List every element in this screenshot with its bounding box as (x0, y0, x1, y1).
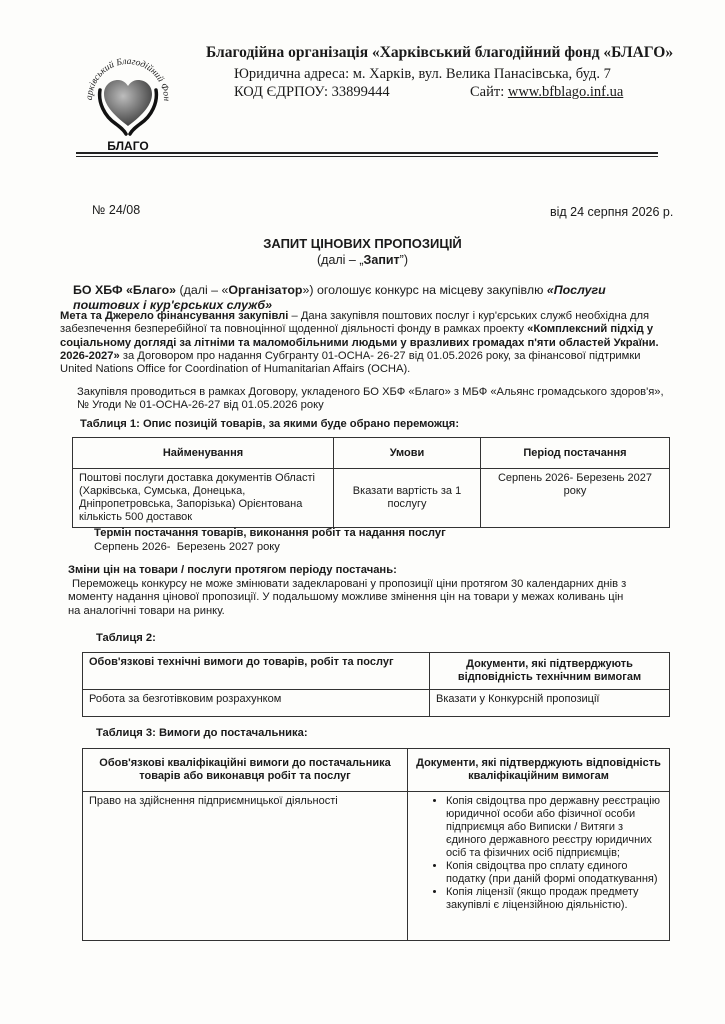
table2-caption: Таблиця 2: (96, 632, 156, 644)
site-label: Сайт: (470, 84, 505, 100)
contract-paragraph: Закупівля проводиться в рамках Договору, укладеного БО ХБФ «Благо» з МБФ «Альянс громадського здоров'я», № Угоди № 01-ОСНА-26-27 від 01.05.2026 року (77, 386, 664, 412)
table-cell: Право на здійснення підприємницької діяльності (83, 792, 408, 941)
list-item: • Копія свідоцтва про сплату єдиного податку (при даній формі оподаткування) (446, 860, 663, 886)
term-heading: Термін постачання товарів, виконання робіт та надання послуг (94, 527, 446, 539)
svg-text:Харківський Благодійний Фонд: арківський Благодійний Фон (84, 56, 172, 102)
org-code-line (234, 84, 624, 101)
table1-caption: Таблиця 1: Опис позицій товарів, за якими буде обрано переможця: (80, 418, 460, 430)
header-rule (76, 152, 658, 154)
table-cell: Робота за безготівковим розрахунком (83, 690, 430, 717)
table-cell: Вказати у Конкурсній пропозиції (430, 690, 670, 717)
intro-paragraph: БО ХБФ «Благо» (далі – «Організатор») оголошує конкурс на місцеву закупівлю «Послуги поштових і кур'єрських служб» (73, 283, 606, 312)
doc-title: ЗАПИТ ЦІНОВИХ ПРОПОЗИЦІЙ (263, 236, 462, 251)
table3-header-row (83, 749, 670, 792)
table-header: Обов'язкові кваліфікаційні вимоги до постачальника товарів або виконавця робіт та послуг (83, 749, 408, 792)
org-address: Юридична адреса: м. Харків, вул. Велика Панасівська, буд. 7 (234, 66, 611, 82)
table-header: Умови (334, 438, 481, 469)
table1 (72, 437, 670, 528)
term-value: Серпень 2026- Березень 2027 року (94, 541, 280, 553)
price-change-heading: Зміни цін на товари / послуги протягом періоду постачань: (68, 564, 397, 576)
table-cell: Вказати вартість за 1 послугу (334, 469, 481, 528)
table-header: Обов'язкові технічні вимоги до товарів, робіт та послуг (83, 653, 430, 690)
header-rule-thin (76, 156, 658, 157)
org-title: Благодійна організація «Харківський благодійний фонд «БЛАГО» (206, 44, 674, 61)
doc-subtitle: (далі – „Запит”) (316, 253, 408, 267)
logo-heart-hands-icon (82, 38, 174, 156)
table-header: Найменування (73, 438, 334, 469)
doc-number: № 24/08 (92, 203, 141, 217)
table-cell: Поштові послуги доставка документів Області (Харківська, Сумська, Донецька, Дніпропетровська, Запорізька) Орієнтована кількість 500 доставок (73, 469, 334, 528)
table-header: Документи, які підтверджують відповідність технічним вимогам (430, 653, 670, 690)
documents-list (426, 795, 663, 912)
table2-header-row (83, 653, 670, 690)
doc-date: від 24 серпня 2026 р. (550, 205, 674, 219)
purpose-paragraph: Мета та Джерело фінансування закупівлі – Дана закупівля поштових послуг і кур'єрських служб необхідна для забезпечення безперебійної та повноцінної щоденної діяльності фонду в рамках проекту «Комплексний підхід у соціальному догляді за літніми та маломобільними людьми у вразливих громадах п'яти областей України. 2026-2027» за Договором про надання Субгранту 01-ОСНА- 26-27 від 01.05.2026 року, за фінансової підтримки United Nations Office for Coordination of Humanitarian Affairs (OCHA). (60, 310, 659, 376)
price-change-text: Переможець конкурсу не може змінювати задекларовані у пропозиції ціни протягом 30 календарних днів з моменту надання цінової пропозиції. У подальшому можливе змінення цін на товари у межах коливань цін на аналогічні товари на ринку. (68, 578, 627, 617)
table2 (82, 652, 670, 717)
table-row (73, 469, 670, 528)
table3-caption: Таблиця 3: Вимоги до постачальника: (96, 727, 308, 739)
list-item: • Копія ліцензії (якщо продаж предмету закупівлі є ліцензійною діяльністю). (446, 886, 663, 912)
table-cell: Серпень 2026- Березень 2027 року (481, 469, 670, 528)
svg-text:БЛАГО: БЛАГО (107, 139, 149, 153)
table-header: Документи, які підтверджують відповідність кваліфікаційним вимогам (408, 749, 670, 792)
table1-header-row (73, 438, 670, 469)
site-link[interactable]: www.bfblago.inf.ua (507, 84, 624, 100)
table-cell (408, 792, 670, 941)
org-site (470, 84, 623, 101)
table3 (82, 748, 670, 941)
list-item: • Копія свідоцтва про державну реєстрацію юридичної особи або фізичної особи підприємця або Виписки / Витяги з єдиного державного реєстру юридичних осіб та фізичних осіб підприємців; (446, 795, 663, 860)
table-header: Період постачання (481, 438, 670, 469)
table-row (83, 690, 670, 717)
org-logo (82, 38, 174, 156)
org-code: КОД ЄДРПОУ: 33899444 (234, 84, 390, 100)
table-row (83, 792, 670, 941)
